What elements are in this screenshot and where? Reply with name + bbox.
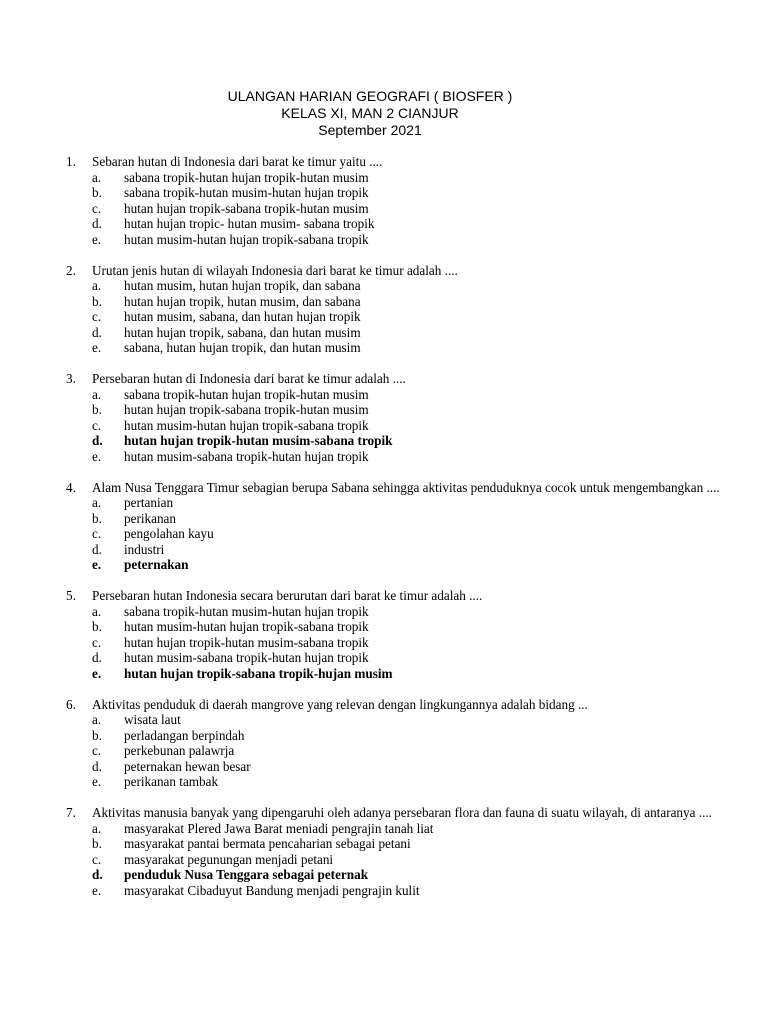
question-item — [66, 154, 736, 247]
answer-option — [66, 712, 736, 728]
question-stem — [66, 480, 736, 496]
option-letter: d. — [92, 650, 102, 665]
option-letter: d. — [92, 324, 102, 340]
answer-option — [66, 883, 736, 899]
answer-option — [66, 836, 736, 852]
answer-option — [66, 402, 736, 418]
option-text: hutan hujan tropik-hutan musim-sabana tropik — [124, 634, 369, 650]
option-text: perladangan berpindah — [124, 727, 245, 743]
question-text: Aktivitas penduduk di daerah mangrove yang relevan dengan lingkungannya adalah bidang ... — [92, 696, 588, 712]
question-stem — [66, 154, 736, 170]
option-letter: a. — [92, 603, 102, 619]
answer-option — [66, 340, 736, 356]
question-stem — [66, 588, 736, 604]
option-text: sabana, hutan hujan tropik, dan hutan musim — [124, 340, 361, 355]
option-letter: a. — [92, 820, 102, 836]
answer-option — [66, 325, 736, 341]
option-letter: e. — [92, 231, 102, 247]
answer-option — [66, 418, 736, 434]
answer-option — [66, 201, 736, 217]
option-text: hutan musim, sabana, dan hutan hujan tropik — [124, 309, 361, 324]
answer-option-marked — [66, 666, 736, 682]
option-text: masyarakat pegunungan menjadi petani — [124, 851, 334, 867]
option-text: hutan musim-hutan hujan tropik-sabana tropik — [124, 231, 369, 247]
option-letter: b. — [92, 510, 102, 526]
option-text: pengolahan kayu — [124, 526, 214, 541]
answer-option-marked — [66, 557, 736, 573]
option-letter: b. — [92, 402, 102, 417]
answer-option-marked — [66, 433, 736, 449]
question-item — [66, 263, 736, 356]
answer-option — [66, 743, 736, 759]
option-text: hutan hujan tropik-hutan musim-sabana tropik — [124, 433, 393, 448]
question-text: Persebaran hutan di Indonesia dari barat ke timur adalah .... — [92, 371, 406, 386]
option-text: sabana tropik-hutan musim-hutan hujan tropik — [124, 185, 369, 200]
answer-option — [66, 511, 736, 527]
option-letter: d. — [92, 216, 102, 231]
question-number: 4. — [66, 479, 76, 495]
option-letter: e. — [92, 557, 102, 572]
answer-option — [66, 650, 736, 666]
option-letter: a. — [92, 278, 102, 293]
question-stem — [66, 805, 736, 821]
answer-option — [66, 185, 736, 201]
option-text: sabana tropik-hutan musim-hutan hujan tropik — [124, 603, 369, 619]
option-letter: a. — [92, 495, 102, 510]
question-number: 5. — [66, 588, 76, 603]
question-text: Alam Nusa Tenggara Timur sebagian berupa Sabana sehingga aktivitas penduduknya cocok untuk mengembangkan .... — [92, 479, 720, 495]
question-text: Persebaran hutan Indonesia secara berurutan dari barat ke timur adalah .... — [92, 588, 483, 603]
answer-option — [66, 604, 736, 620]
answer-option — [66, 821, 736, 837]
option-letter: c. — [92, 417, 102, 433]
answer-option — [66, 542, 736, 558]
option-text: perikanan tambak — [124, 774, 219, 789]
option-letter: b. — [92, 293, 102, 309]
option-letter: d. — [92, 433, 103, 448]
question-stem — [66, 371, 736, 387]
option-text: hutan hujan tropik-sabana tropik-hutan musim — [124, 200, 369, 216]
option-letter: c. — [92, 526, 102, 541]
question-text: Urutan jenis hutan di wilayah Indonesia dari barat ke timur adalah .... — [92, 262, 458, 278]
option-text: hutan hujan tropik-sabana tropik-hutan musim — [124, 402, 369, 417]
option-letter: a. — [92, 169, 102, 185]
option-text: perkebunan palawrja — [124, 743, 235, 758]
option-letter: c. — [92, 200, 102, 216]
question-item — [66, 480, 736, 573]
document-header — [0, 88, 740, 139]
answer-option — [66, 526, 736, 542]
option-text: hutan musim-hutan hujan tropik-sabana tropik — [124, 619, 369, 634]
question-number: 1. — [66, 154, 76, 169]
answer-option — [66, 619, 736, 635]
question-stem — [66, 263, 736, 279]
answer-option — [66, 449, 736, 465]
option-text: wisata laut — [124, 712, 181, 727]
option-text: masyarakat Plered Jawa Barat meniadi pengrajin tanah liat — [124, 820, 434, 836]
option-letter: c. — [92, 743, 102, 758]
question-text: Sebaran hutan di Indonesia dari barat ke timur yaitu .... — [92, 154, 383, 169]
question-item — [66, 588, 736, 681]
answer-option — [66, 309, 736, 325]
option-text: industri — [124, 541, 165, 557]
option-letter: d. — [92, 758, 102, 774]
question-list — [66, 154, 736, 914]
option-text: penduduk Nusa Tenggara sebagai peternak — [124, 867, 369, 882]
answer-option — [66, 232, 736, 248]
option-letter: e. — [92, 448, 102, 464]
option-letter: b. — [92, 619, 102, 634]
option-text: hutan hujan tropik-sabana tropik-hujan musim — [124, 665, 393, 681]
option-letter: e. — [92, 774, 102, 789]
answer-option — [66, 216, 736, 232]
question-item — [66, 697, 736, 790]
exam-title: ULANGAN HARIAN GEOGRAFI ( BIOSFER ) — [227, 88, 513, 104]
option-letter: b. — [92, 727, 102, 743]
answer-option — [66, 759, 736, 775]
option-letter: d. — [92, 541, 102, 557]
answer-option — [66, 495, 736, 511]
option-letter: d. — [92, 867, 103, 882]
option-text: masyarakat Cibaduyut Bandung menjadi pengrajin kulit — [124, 882, 420, 898]
option-letter: c. — [92, 851, 102, 867]
answer-option-marked — [66, 867, 736, 883]
option-text: sabana tropik-hutan hujan tropik-hutan musim — [124, 386, 369, 402]
option-text: hutan musim-hutan hujan tropik-sabana tropik — [124, 417, 369, 433]
option-text: peternakan hewan besar — [124, 758, 251, 774]
option-text: masyarakat pantai bermata pencaharian sebagai petani — [124, 836, 411, 851]
option-text: hutan musim-sabana tropik-hutan hujan tropik — [124, 650, 369, 665]
question-stem — [66, 697, 736, 713]
answer-option — [66, 774, 736, 790]
option-text: hutan hujan tropic- hutan musim- sabana tropik — [124, 216, 375, 231]
answer-option — [66, 278, 736, 294]
answer-option — [66, 635, 736, 651]
answer-option — [66, 294, 736, 310]
option-text: perikanan — [124, 510, 176, 526]
question-item — [66, 805, 736, 898]
option-text: peternakan — [124, 557, 189, 572]
question-number: 6. — [66, 696, 76, 712]
answer-option — [66, 852, 736, 868]
option-letter: e. — [92, 882, 102, 898]
option-letter: c. — [92, 309, 102, 324]
answer-option — [66, 387, 736, 403]
exam-class-line: KELAS XI, MAN 2 CIANJUR — [281, 105, 459, 121]
option-letter: e. — [92, 665, 102, 681]
question-number: 7. — [66, 805, 76, 820]
option-letter: b. — [92, 836, 102, 851]
exam-date: September 2021 — [318, 122, 422, 138]
question-number: 2. — [66, 262, 76, 278]
answer-option — [66, 170, 736, 186]
option-letter: e. — [92, 340, 102, 355]
option-letter: c. — [92, 634, 102, 650]
option-text: hutan hujan tropik, sabana, dan hutan musim — [124, 324, 361, 340]
question-item — [66, 371, 736, 464]
question-text: Aktivitas manusia banyak yang dipengaruhi oleh adanya persebaran flora dan fauna di suatu wilayah, di antaranya .... — [92, 805, 712, 820]
option-text: sabana tropik-hutan hujan tropik-hutan musim — [124, 169, 369, 185]
option-text: hutan musim, hutan hujan tropik, dan sabana — [124, 278, 361, 293]
option-text: hutan musim-sabana tropik-hutan hujan tropik — [124, 448, 369, 464]
option-text: pertanian — [124, 495, 174, 510]
option-letter: a. — [92, 712, 102, 727]
question-number: 3. — [66, 371, 76, 386]
option-letter: a. — [92, 386, 102, 402]
answer-option — [66, 728, 736, 744]
option-letter: b. — [92, 185, 102, 200]
option-text: hutan hujan tropik, hutan musim, dan sabana — [124, 293, 361, 309]
